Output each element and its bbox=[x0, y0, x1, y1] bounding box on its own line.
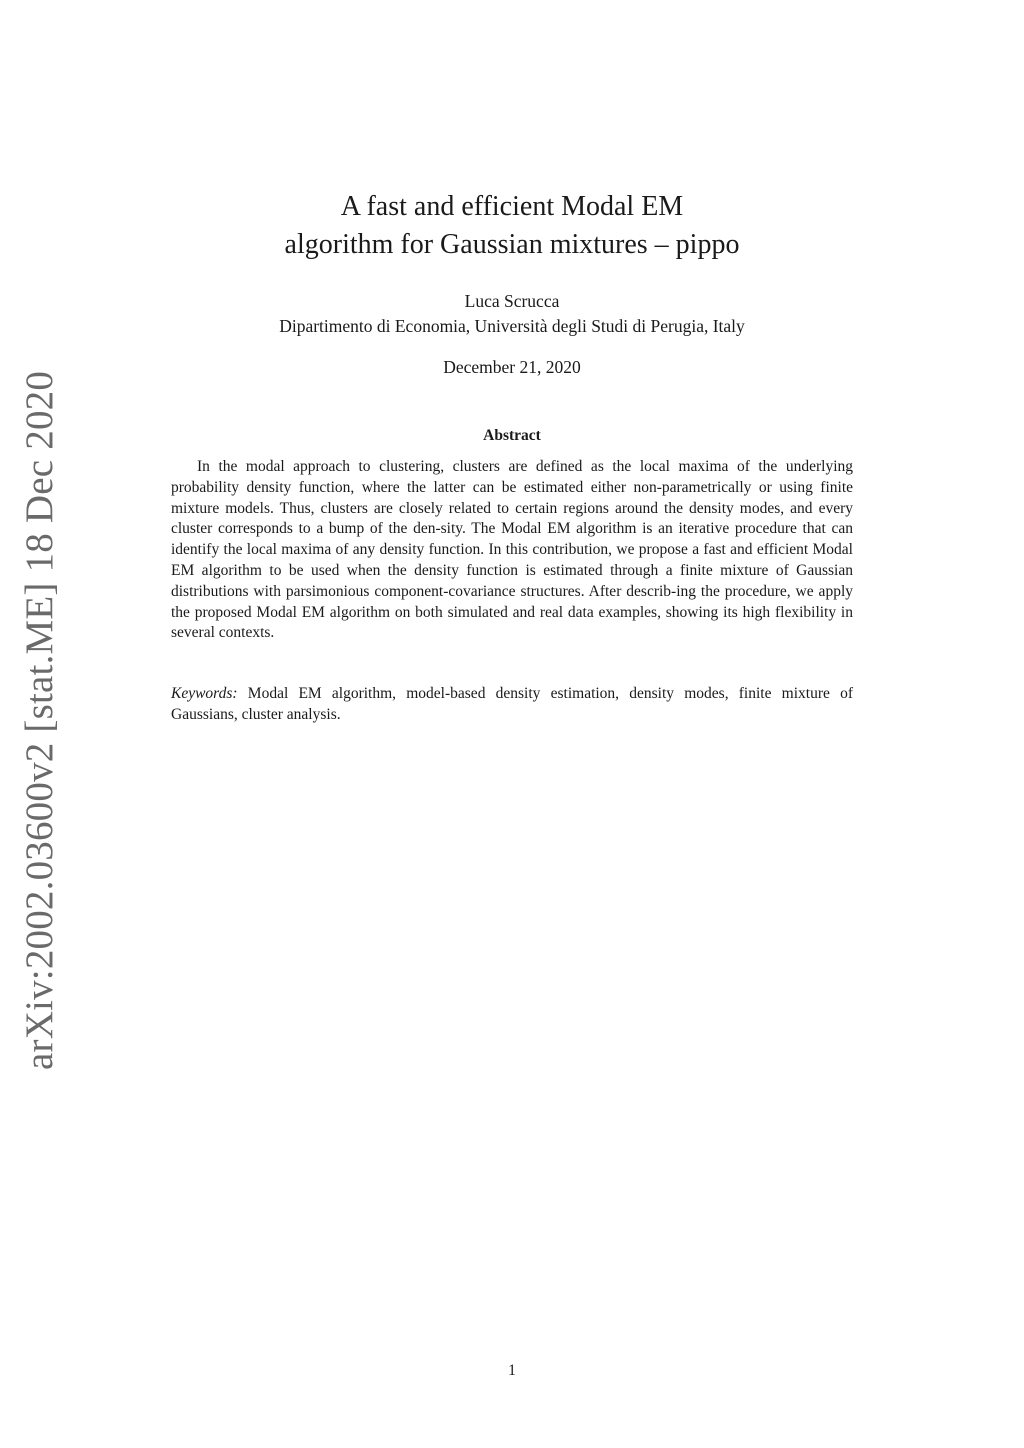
keywords-label: Keywords: bbox=[171, 685, 238, 702]
abstract-body: In the modal approach to clustering, clusters are defined as the local maxima of the underlying probability density function, where the latter can be estimated either non-parametrically or using finite mixture models. Thus, clusters are closely related to certain regions around the density modes, and every cluster corresponds to a bump of the den-sity. The Modal EM algorithm is an iterative procedure that can identify the local maxima of any density function. In this contribution, we propose a fast and efficient Modal EM algorithm to be used when the density function is estimated through a finite mixture of Gaussian distributions with parsimonious component-covariance structures. After describ-ing the procedure, we apply the proposed Modal EM algorithm on both simulated and real data examples, showing its high flexibility in several contexts. bbox=[171, 458, 853, 642]
arxiv-side-stamp: arXiv:2002.03600v2 [stat.ME] 18 Dec 2020 bbox=[18, 370, 61, 1070]
author-name: Luca Scrucca bbox=[464, 291, 560, 311]
keywords bbox=[171, 684, 853, 726]
abstract-heading: Abstract bbox=[483, 427, 541, 444]
paper-title bbox=[150, 188, 874, 264]
keywords-text: Modal EM algorithm, model-based density estimation, density modes, finite mixture of Gaussians, cluster analysis. bbox=[171, 685, 853, 723]
title-line-2: algorithm for Gaussian mixtures – pippo bbox=[284, 229, 740, 260]
title-line-1: A fast and efficient Modal EM bbox=[340, 191, 684, 222]
page-number: 1 bbox=[508, 1362, 516, 1379]
author-block bbox=[150, 289, 874, 339]
paper-date: December 21, 2020 bbox=[443, 357, 581, 377]
author-affiliation: Dipartimento di Economia, Università degli Studi di Perugia, Italy bbox=[279, 316, 745, 336]
